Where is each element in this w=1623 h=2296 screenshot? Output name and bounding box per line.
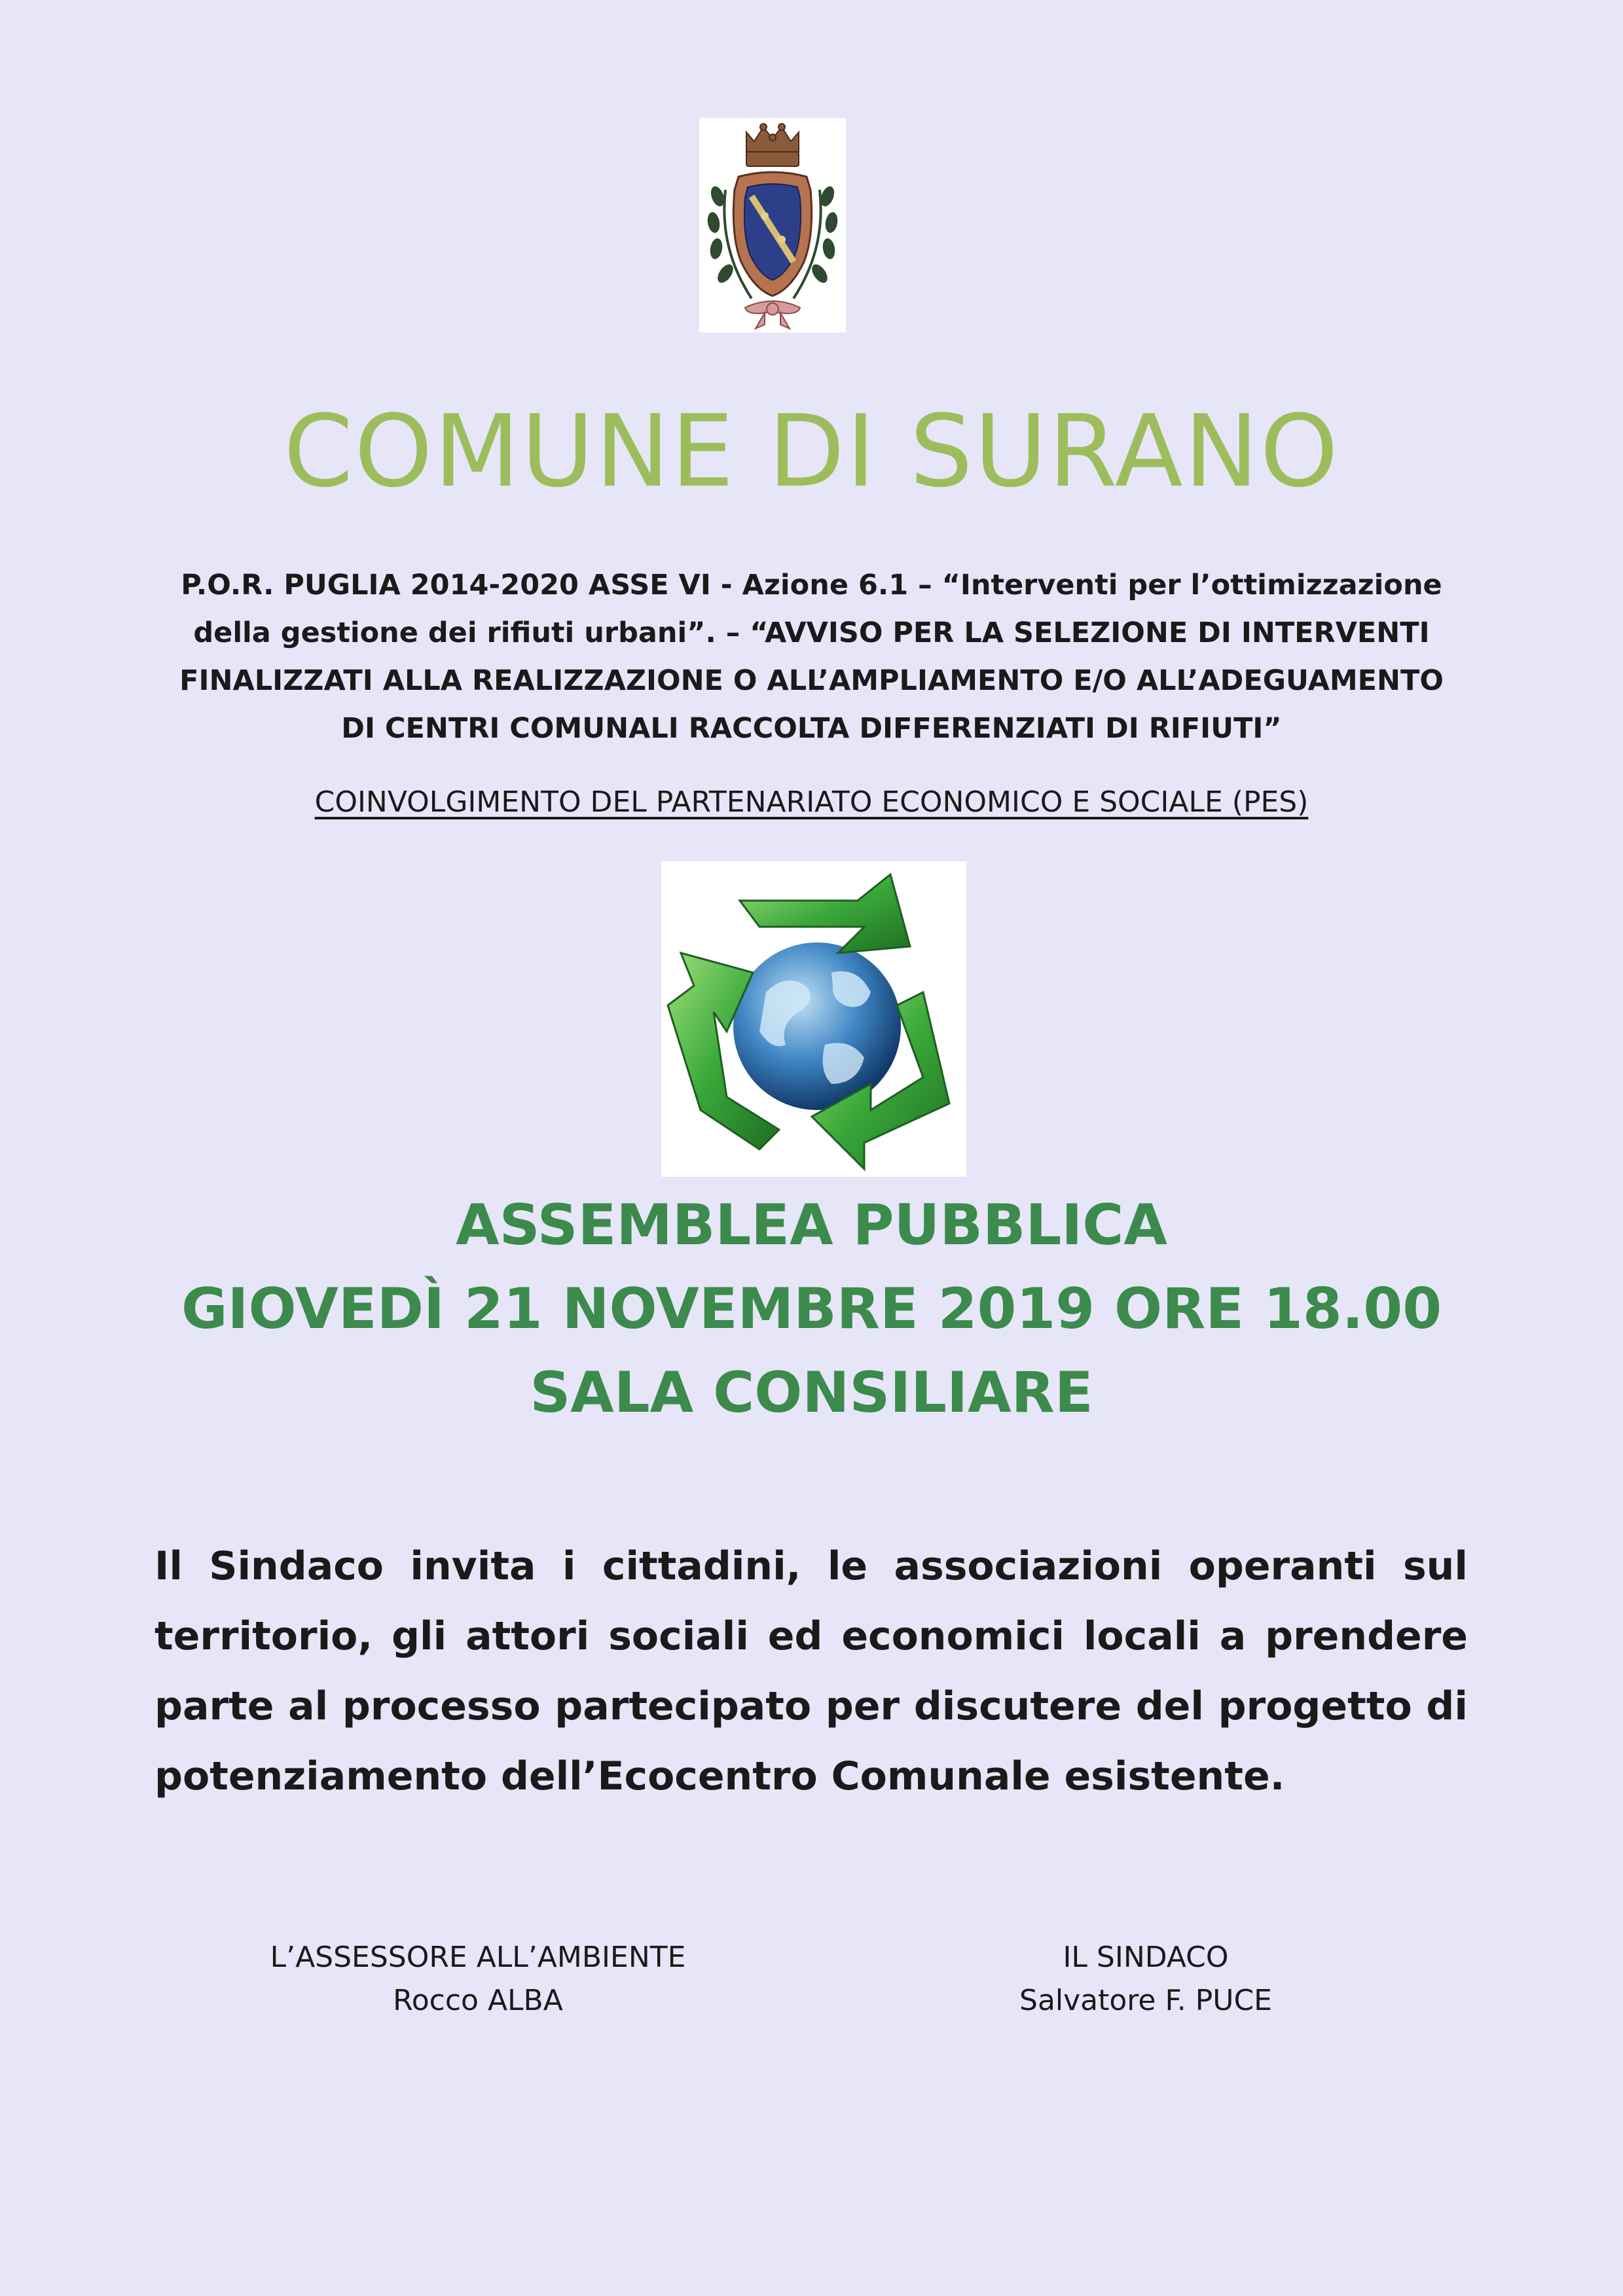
intro-paragraph [118, 562, 1505, 753]
word: invita [410, 1543, 536, 1589]
intro-line: DI CENTRI COMUNALI RACCOLTA DIFFERENZIATI DI RIFIUTI” [341, 712, 1282, 745]
word: operanti [1188, 1543, 1377, 1589]
word: le [827, 1543, 868, 1589]
invitation-paragraph [155, 1532, 1468, 1812]
coat-of-arms [699, 118, 846, 332]
word: associazioni [894, 1543, 1163, 1589]
paragraph-line [155, 1532, 1468, 1602]
page-title: COMUNE DI SURANO [283, 393, 1340, 509]
word: ed [767, 1613, 823, 1659]
word: gli [392, 1613, 447, 1659]
recycle-globe-icon [661, 861, 966, 1177]
event-datetime: GIOVEDÌ 21 NOVEMBRE 2019 ORE 18.00 [181, 1276, 1442, 1342]
word: economici [841, 1613, 1065, 1659]
word: territorio, [155, 1613, 373, 1659]
word: Sindaco [209, 1543, 384, 1589]
recycle-image [661, 861, 966, 1177]
word: Il [155, 1543, 183, 1589]
signature-role: L’ASSESSORE ALL’AMBIENTE [270, 1941, 686, 1974]
intro-line: P.O.R. PUGLIA 2014-2020 ASSE VI - Azione 6.1 – “Interventi per l’ottimizzazione [181, 569, 1442, 601]
word: progetto [1218, 1683, 1412, 1729]
word: al [288, 1683, 329, 1729]
paragraph-line [155, 1602, 1468, 1672]
word: per [825, 1683, 900, 1729]
word: parte [155, 1683, 274, 1729]
intro-line: FINALIZZATI ALLA REALIZZAZIONE O ALL’AMPLIAMENTO E/O ALL’ADEGUAMENTO [179, 664, 1444, 697]
word: partecipato [555, 1683, 812, 1729]
word: discutere [913, 1683, 1122, 1729]
signature-role: IL SINDACO [1063, 1941, 1229, 1974]
word: potenziamento dell’Ecocentro Comunale esistente. [155, 1753, 1285, 1799]
word: cittadini, [602, 1543, 801, 1589]
paragraph-line [155, 1742, 1468, 1812]
signature-name: Salvatore F. PUCE [1019, 1984, 1272, 2017]
event-title: ASSEMBLEA PUBBLICA [456, 1193, 1167, 1258]
word: locali [1083, 1613, 1201, 1659]
word: sociali [608, 1613, 749, 1659]
signature-assessore [216, 1936, 740, 2022]
word: i [562, 1543, 576, 1589]
event-headline [0, 1183, 1623, 1435]
word: a [1219, 1613, 1247, 1659]
word: di [1426, 1683, 1468, 1729]
coat-of-arms-icon [699, 118, 846, 332]
pes-heading-text: COINVOLGIMENTO DEL PARTENARIATO ECONOMICO E SOCIALE (PES) [314, 785, 1309, 819]
signature-name: Rocco ALBA [393, 1984, 563, 2017]
paragraph-line [155, 1672, 1468, 1742]
word: prendere [1265, 1613, 1468, 1659]
pes-heading [0, 783, 1623, 822]
word: attori [465, 1613, 590, 1659]
word: sul [1402, 1543, 1468, 1589]
event-location: SALA CONSILIARE [530, 1360, 1093, 1426]
signature-sindaco [884, 1936, 1408, 2022]
word: del [1135, 1683, 1204, 1729]
intro-line: della gestione dei rifiuti urbani”. – “AVVISO PER LA SELEZIONE DI INTERVENTI [193, 617, 1430, 649]
word: processo [342, 1683, 541, 1729]
